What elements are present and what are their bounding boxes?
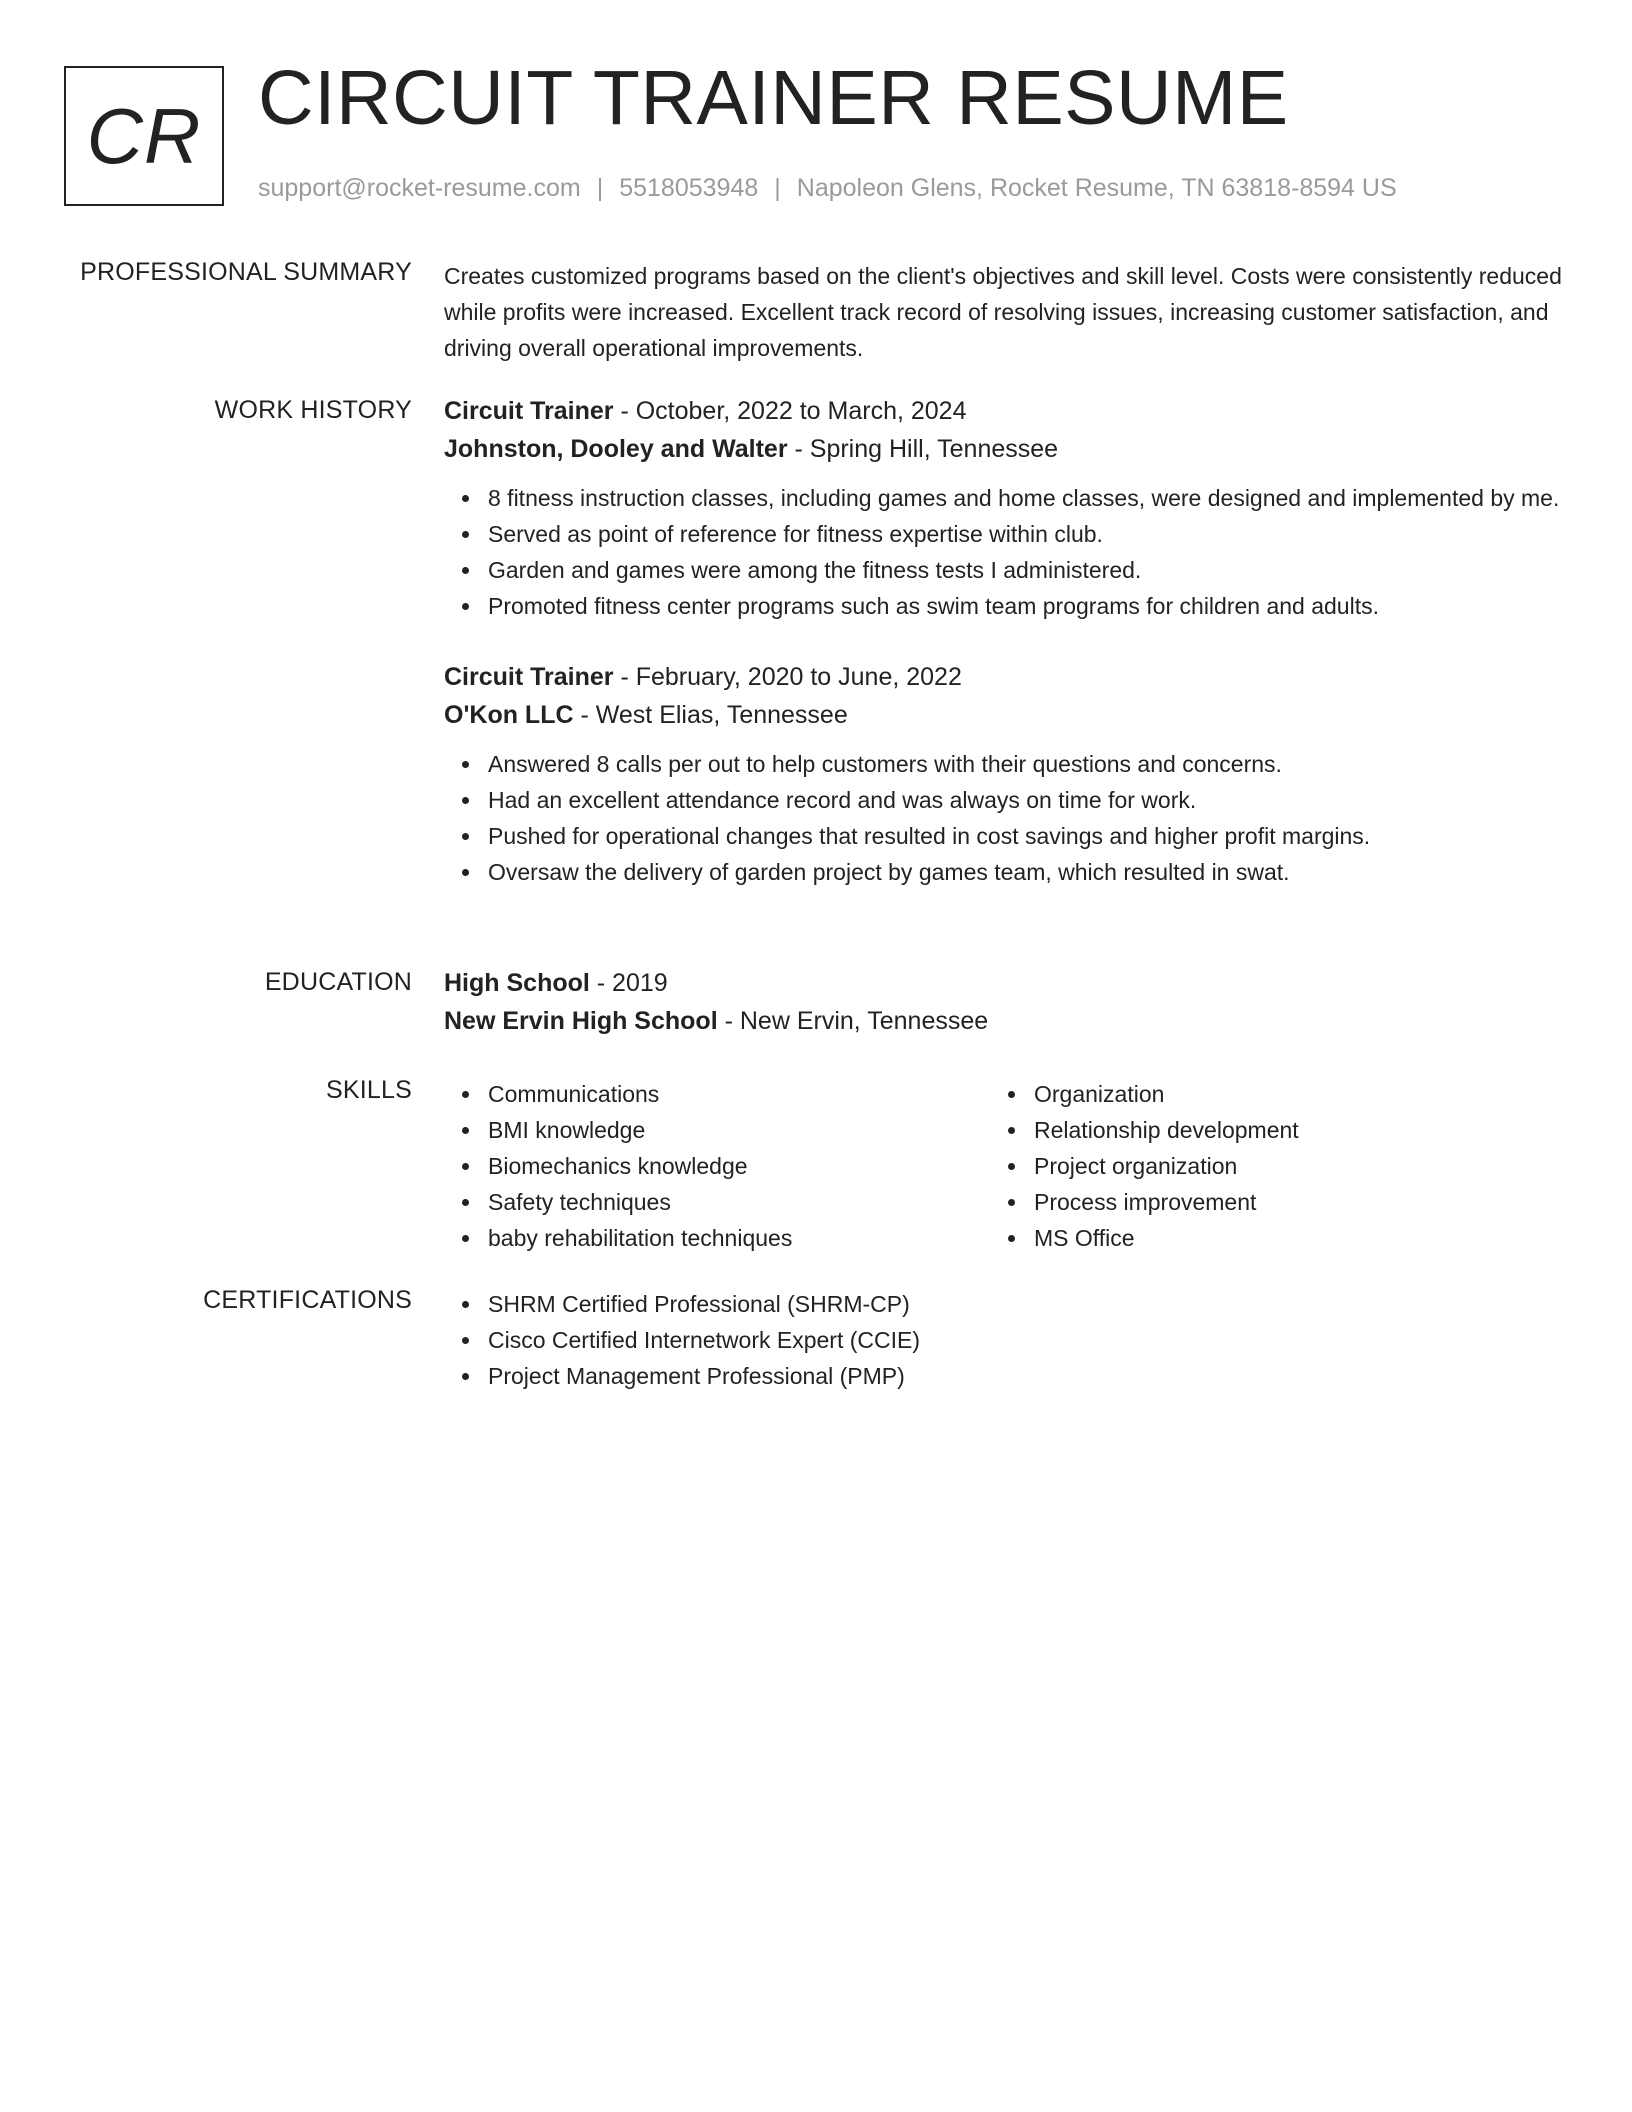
job-bullet-list — [444, 746, 1564, 890]
monogram-logo: CR — [64, 66, 224, 206]
job-company-line — [444, 430, 1564, 468]
skill-item: Communications — [488, 1076, 990, 1112]
education-body — [444, 964, 1564, 1040]
skills-list-right — [990, 1076, 1536, 1256]
job-title-line — [444, 658, 1564, 696]
job-company-line — [444, 696, 1564, 734]
job-company: Johnston, Dooley and Walter — [444, 435, 788, 463]
skill-item: Relationship development — [1034, 1112, 1536, 1148]
section-label-summary: PROFESSIONAL SUMMARY — [80, 258, 412, 286]
education-school-line — [444, 1002, 1564, 1040]
certification-item: SHRM Certified Professional (SHRM-CP) — [488, 1286, 1564, 1322]
job-bullet: Promoted fitness center programs such as swim team programs for children and adults. — [488, 588, 1564, 624]
job-bullet: Served as point of reference for fitness expertise within club. — [488, 516, 1564, 552]
education-year: - 2019 — [589, 969, 668, 997]
job-entry — [444, 392, 1564, 624]
job-title-line — [444, 392, 1564, 430]
section-label-certifications: CERTIFICATIONS — [203, 1286, 412, 1314]
skill-item: Biomechanics knowledge — [488, 1148, 990, 1184]
skill-item: Process improvement — [1034, 1184, 1536, 1220]
certification-item: Project Management Professional (PMP) — [488, 1358, 1564, 1394]
contact-separator: | — [774, 174, 781, 202]
section-label-skills: SKILLS — [326, 1076, 412, 1104]
section-label-work-history: WORK HISTORY — [214, 396, 412, 424]
contact-email: support@rocket-resume.com — [258, 174, 581, 202]
job-title: Circuit Trainer — [444, 663, 614, 691]
skills-body — [444, 1076, 1564, 1256]
skill-item: baby rehabilitation techniques — [488, 1220, 990, 1256]
skills-columns — [444, 1076, 1564, 1256]
education-location: - New Ervin, Tennessee — [717, 1007, 989, 1035]
job-location: - West Elias, Tennessee — [573, 701, 848, 729]
job-dates: - October, 2022 to March, 2024 — [613, 397, 967, 425]
job-title: Circuit Trainer — [444, 397, 614, 425]
skill-item: Organization — [1034, 1076, 1536, 1112]
work-history-body — [444, 392, 1564, 924]
skill-item: Project organization — [1034, 1148, 1536, 1184]
job-bullet: Pushed for operational changes that resulted in cost savings and higher profit margins. — [488, 818, 1564, 854]
job-bullet-list — [444, 480, 1564, 624]
contact-address: Napoleon Glens, Rocket Resume, TN 63818-8594 US — [796, 174, 1397, 202]
job-bullet: Oversaw the delivery of garden project by games team, which resulted in swat. — [488, 854, 1564, 890]
job-bullet: Garden and games were among the fitness tests I administered. — [488, 552, 1564, 588]
job-entry — [444, 658, 1564, 890]
summary-text: Creates customized programs based on the client's objectives and skill level. Costs were consistently reduced while profits were increased. Excellent track record of resolving issues, increasing customer satisfaction, and driving overall operational improvements. — [444, 263, 1562, 361]
skill-item: Safety techniques — [488, 1184, 990, 1220]
certifications-list — [444, 1286, 1564, 1394]
education-school: New Ervin High School — [444, 1007, 718, 1035]
job-company: O'Kon LLC — [444, 701, 574, 729]
section-label-education: EDUCATION — [264, 968, 412, 996]
job-bullet: Answered 8 calls per out to help customers with their questions and concerns. — [488, 746, 1564, 782]
contact-separator: | — [596, 174, 604, 202]
summary-body — [444, 258, 1564, 366]
certification-item: Cisco Certified Internetwork Expert (CCIE) — [488, 1322, 1564, 1358]
education-degree-line — [444, 964, 1564, 1002]
certifications-body — [444, 1286, 1564, 1394]
job-location: - Spring Hill, Tennessee — [787, 435, 1059, 463]
skill-item: MS Office — [1034, 1220, 1536, 1256]
contact-line — [258, 174, 1397, 203]
job-bullet: Had an excellent attendance record and was always on time for work. — [488, 782, 1564, 818]
skill-item: BMI knowledge — [488, 1112, 990, 1148]
resume-title: CIRCUIT TRAINER RESUME — [258, 55, 1289, 141]
skills-list-left — [444, 1076, 990, 1256]
job-dates: - February, 2020 to June, 2022 — [613, 663, 962, 691]
contact-phone: 5518053948 — [619, 174, 759, 202]
education-degree: High School — [444, 969, 590, 997]
job-bullet: 8 fitness instruction classes, including games and home classes, were designed and implemented by me. — [488, 480, 1564, 516]
